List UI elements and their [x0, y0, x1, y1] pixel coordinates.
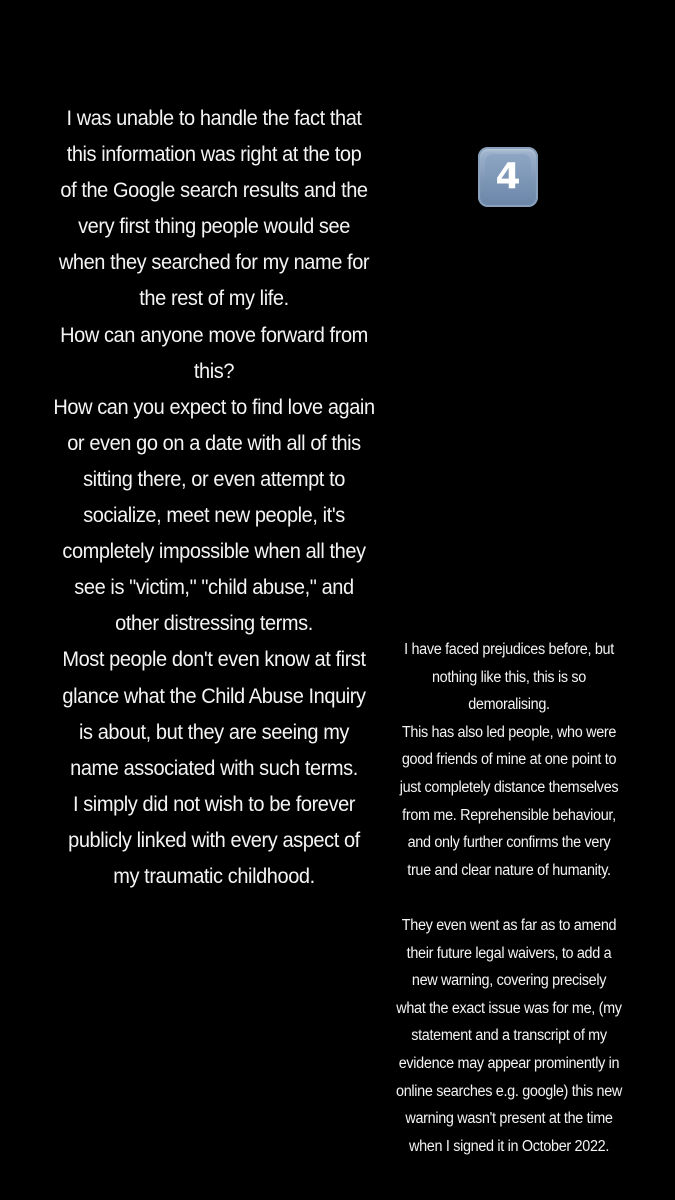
right-story-text: I have faced prejudices before, but nothing like this, this is so demoralising. This has also led people, who were good friends of mine at one point to just completely distance themselves from me. Reprehensible behaviour, and only further confirms the very true and clear nature of humanity. They even went as far as to amend their future legal waivers, to add a new warning, covering precisely what the exact issue was for me, (my statement and a transcript of my evidence may appear prominently in online searches e.g. google) this new warning wasn't present at the time when I signed it in October 2022.: [396, 641, 622, 1155]
keycap-digit: 4: [485, 154, 531, 200]
keycap-4-icon: [478, 147, 538, 207]
left-story-text: I was unable to handle the fact that this information was right at the top of the Google search results and the very first thing people would see when they searched for my name for the rest of my life. How can anyone move forward from this? How can you expect to find love again or even go on a date with all of this sitting there, or even attempt to socialize, meet new people, it's completely impossible when all they see is "victim," "child abuse," and other distressing terms. Most people don't even know at first glance what the Child Abuse Inquiry is about, but they are seeing my name associated with such terms. I simply did not wish to be forever publicly linked with every aspect of my traumatic childhood.: [53, 106, 375, 888]
